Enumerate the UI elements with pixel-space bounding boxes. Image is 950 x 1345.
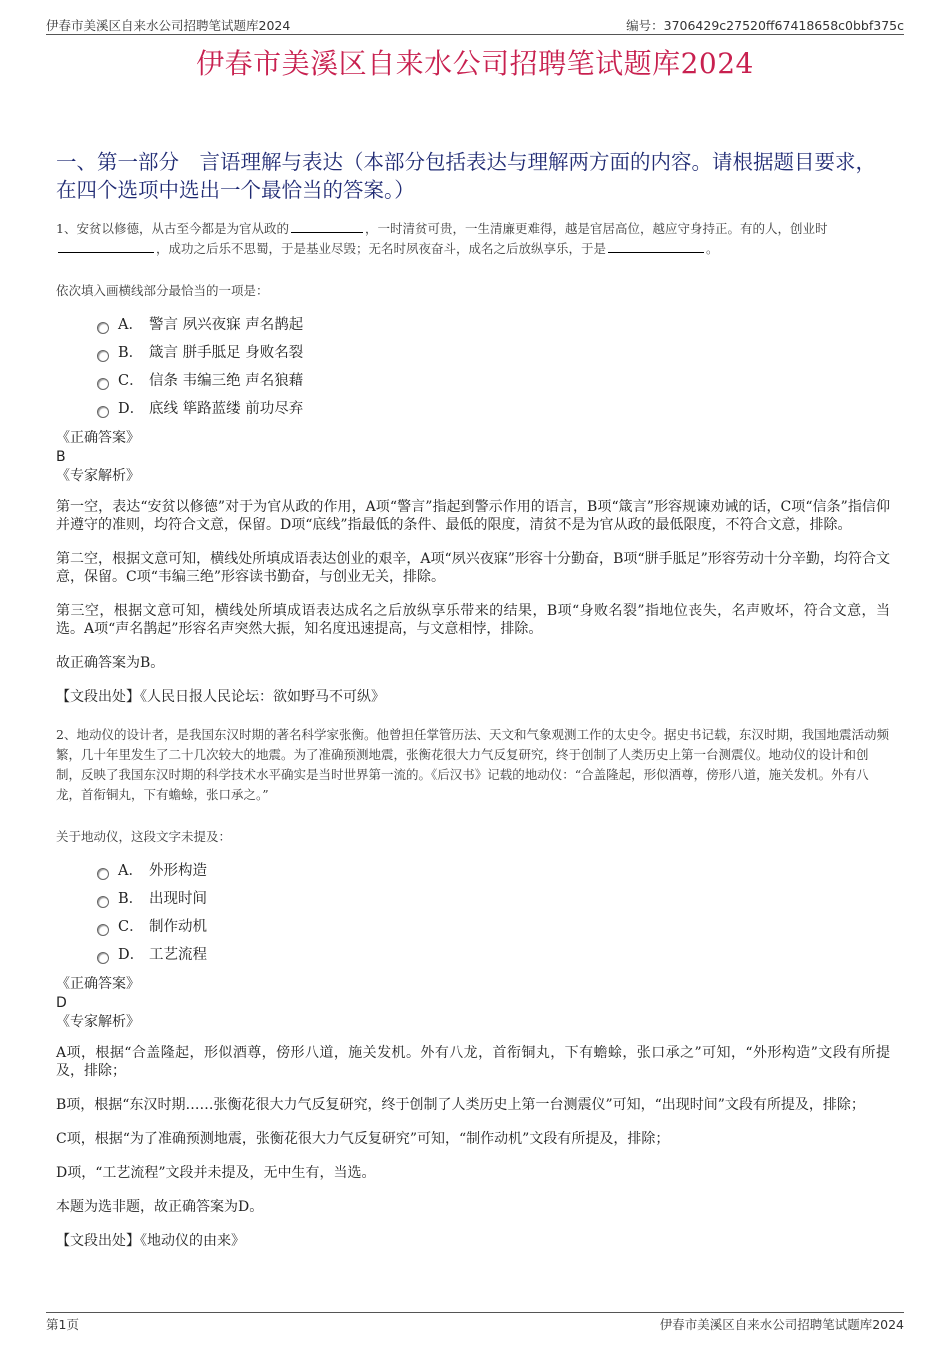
page-number: 第1页 xyxy=(46,1317,79,1332)
option-letter: C． xyxy=(118,919,144,935)
question-2-option-b[interactable] xyxy=(56,890,890,918)
question-1-text-part: 1、安贫以修德，从古至今都是为官从政的 xyxy=(56,221,289,236)
radio-button-icon[interactable] xyxy=(97,868,109,880)
option-text: 出现时间 xyxy=(149,891,207,907)
question-1-text xyxy=(56,219,890,259)
header-doc-title: 伊春市美溪区自来水公司招聘笔试题库2024 xyxy=(46,18,291,33)
option-letter: B． xyxy=(118,891,144,907)
correct-answer: B xyxy=(56,449,66,465)
question-1-option-d[interactable] xyxy=(56,400,890,428)
radio-button-icon[interactable] xyxy=(97,924,109,936)
question-1-text-part: 。 xyxy=(706,241,719,256)
page-footer xyxy=(46,1312,904,1333)
answer-label: 《正确答案》 xyxy=(56,430,140,446)
page-title: 伊春市美溪区自来水公司招聘笔试题库2024 xyxy=(196,47,754,80)
analysis-paragraph: C项，根据“为了准确预测地震，张衡花很大力气反复研究”可知，“制作动机”文段有所提及，排除； xyxy=(56,1131,670,1147)
main-content xyxy=(56,219,890,1269)
option-letter: B． xyxy=(118,345,144,361)
section-heading: 一、第一部分 言语理解与表达（本部分包括表达与理解两方面的内容。请根据题目要求，在四个选项中选出一个最恰当的答案。） xyxy=(56,150,876,202)
question-1-text-part: ，成功之后乐不思蜀，于是基业尽毁；无名时夙夜奋斗，成名之后放纵享乐，于是 xyxy=(156,241,607,256)
option-letter: C． xyxy=(118,373,144,389)
page-header xyxy=(46,14,904,35)
analysis-paragraph: 本题为选非题，故正确答案为D。 xyxy=(56,1199,264,1215)
option-text: 箴言 胼手胝足 身败名裂 xyxy=(149,345,304,361)
analysis-label: 《专家解析》 xyxy=(56,1014,140,1030)
answer-label: 《正确答案》 xyxy=(56,976,140,992)
radio-button-icon[interactable] xyxy=(97,896,109,908)
option-text: 工艺流程 xyxy=(149,947,207,963)
question-1-option-b[interactable] xyxy=(56,344,890,372)
option-text: 制作动机 xyxy=(149,919,207,935)
analysis-paragraph: 第一空，表达“安贫以修德”对于为官从政的作用，A项“警言”指起到警示作用的语言，B项“箴言”形容规谏劝诫的话，C项“信条”指信仰并遵守的准则，均符合文意，保留。D项“底线”指最低的条件、最低的限度，清贫不是为官从政的最低限度，不符合文意，排除。 xyxy=(56,499,890,533)
option-letter: D． xyxy=(118,401,145,417)
option-text: 底线 筚路蓝缕 前功尽弃 xyxy=(149,401,304,417)
radio-button-icon[interactable] xyxy=(97,350,109,362)
source-citation: 【文段出处】《地动仪的由来》 xyxy=(56,1233,245,1249)
analysis-paragraph: 第三空，根据文意可知，横线处所填成语表达成名之后放纵享乐带来的结果，B项“身败名裂”指地位丧失，名声败坏，符合文意，当选。A项“声名鹊起”形容名声突然大振，知名度迅速提高，与文意相悖，排除。 xyxy=(56,603,890,637)
radio-button-icon[interactable] xyxy=(97,322,109,334)
radio-button-icon[interactable] xyxy=(97,378,109,390)
fill-blank xyxy=(291,221,363,233)
question-2-option-d[interactable] xyxy=(56,946,890,974)
question-1-option-c[interactable] xyxy=(56,372,890,400)
analysis-paragraph: D项，“工艺流程”文段并未提及，无中生有，当选。 xyxy=(56,1165,376,1181)
question-2-option-a[interactable] xyxy=(56,862,890,890)
analysis-paragraph: B项，根据“东汉时期……张衡花很大力气反复研究，终于创制了人类历史上第一台测震仪”可知，“出现时间”文段有所提及，排除； xyxy=(56,1097,865,1113)
option-text: 外形构造 xyxy=(149,863,207,879)
analysis-paragraph: 故正确答案为B。 xyxy=(56,655,165,671)
correct-answer: D xyxy=(56,995,67,1011)
question-2-option-c[interactable] xyxy=(56,918,890,946)
analysis-paragraph: 第二空，根据文意可知，横线处所填成语表达创业的艰辛，A项“夙兴夜寐”形容十分勤奋，B项“胼手胝足”形容劳动十分辛勤，均符合文意，保留。C项“韦编三绝”形容读书勤奋，与创业无关，排除。 xyxy=(56,551,890,585)
fill-blank xyxy=(608,241,704,253)
source-citation: 【文段出处】《人民日报人民论坛：欲如野马不可纵》 xyxy=(56,689,385,705)
option-letter: A． xyxy=(118,863,143,879)
option-letter: A． xyxy=(118,317,143,333)
question-1-prompt: 依次填入画横线部分最恰当的一项是： xyxy=(56,283,269,298)
option-letter: D． xyxy=(118,947,145,963)
radio-button-icon[interactable] xyxy=(97,952,109,964)
radio-button-icon[interactable] xyxy=(97,406,109,418)
question-2-text: 2、地动仪的设计者，是我国东汉时期的著名科学家张衡。他曾担任掌管历法、天文和气象观测工作的太史令。据史书记载，东汉时期，我国地震活动频繁，几十年里发生了二十几次较大的地震。为了准确预测地震，张衡花很大力气反复研究，终于创制了人类历史上第一台测震仪。地动仪的设计和创制，反映了我国东汉时期的科学技术水平确实是当时世界第一流的。《后汉书》记载的地动仪：“合盖隆起，形似酒尊，傍形八道，施关发机。外有八龙，首衔铜丸，下有蟾蜍，张口承之。” xyxy=(56,727,889,802)
question-1-option-a[interactable] xyxy=(56,316,890,344)
option-text: 警言 夙兴夜寐 声名鹊起 xyxy=(149,317,304,333)
header-doc-number: 编号：3706429c27520ff67418658c0bbf375c xyxy=(626,18,904,33)
question-2-prompt: 关于地动仪，这段文字未提及： xyxy=(56,829,232,844)
analysis-label: 《专家解析》 xyxy=(56,468,140,484)
option-text: 信条 韦编三绝 声名狼藉 xyxy=(149,373,304,389)
question-1-text-part: ，一时清贫可贵，一生清廉更难得，越是官居高位，越应守身持正。有的人，创业时 xyxy=(364,221,828,236)
fill-blank xyxy=(58,241,154,253)
footer-doc-title: 伊春市美溪区自来水公司招聘笔试题库2024 xyxy=(659,1317,904,1332)
analysis-paragraph: A项，根据“合盖隆起，形似酒尊，傍形八道，施关发机。外有八龙，首衔铜丸，下有蟾蜍，张口承之”可知，“外形构造”文段有所提及，排除； xyxy=(56,1045,890,1079)
